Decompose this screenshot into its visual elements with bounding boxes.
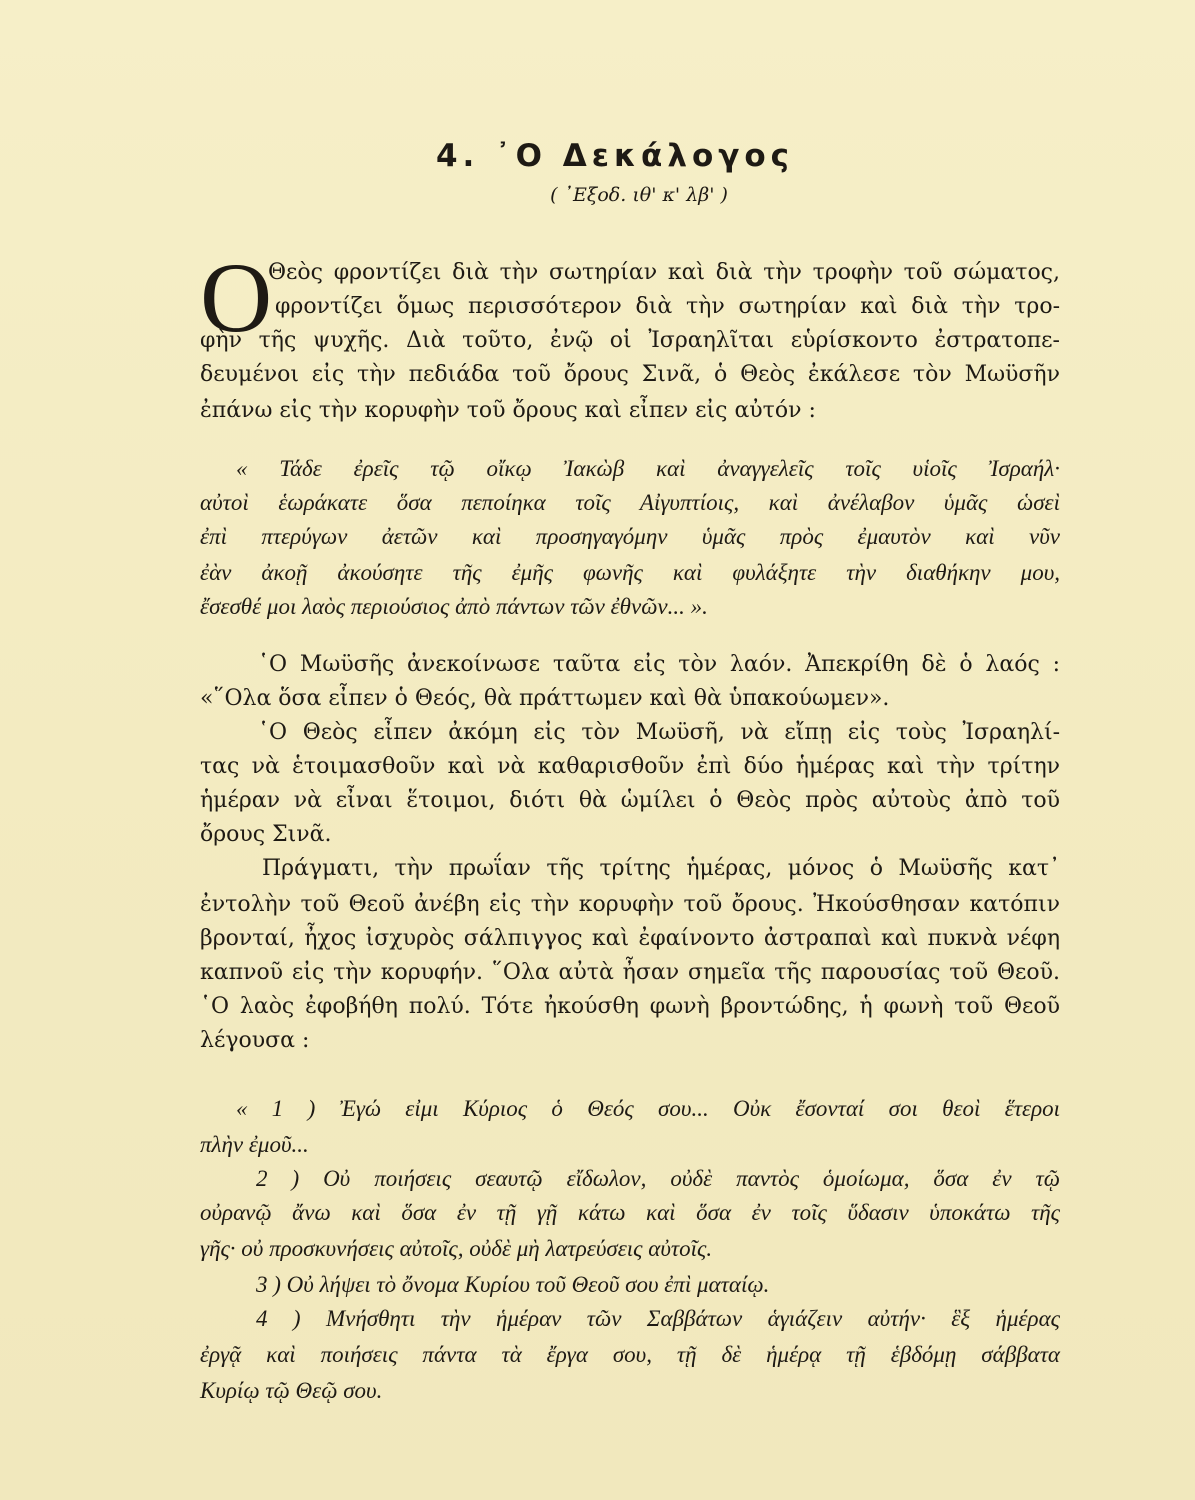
commandment-line: 3 ) Οὐ λήψει τὸ ὄνομα Κυρίου τοῦ Θεοῦ σου ἐπὶ ματαίῳ. [256, 1272, 770, 1297]
text-line: τας νὰ ἑτοιμασθοῦν καὶ νὰ καθαρισθοῦν ἐπὶ δύο ἡμέρας καὶ τὴν τρίτην [200, 754, 1060, 779]
text-line: ῾Ο Θεὸς εἶπεν ἀκόμη εἰς τὸν Μωϋσῆ, νὰ εἴπῃ εἰς τοὺς Ἰσραηλί- [258, 720, 1060, 745]
commandment-line: πλὴν ἐμοῦ... [200, 1132, 309, 1157]
text-line: ὄρους Σινᾶ. [200, 822, 332, 847]
commandment-line: « 1 ) Ἐγώ εἰμι Κύριος ὁ Θεός σου... Οὐκ ἔσονταί σοι θεοὶ ἕτεροι [236, 1096, 1060, 1121]
commandment-line: 2 ) Οὐ ποιήσεις σεαυτῷ εἴδωλον, οὐδὲ παντὸς ὁμοίωμα, ὅσα ἐν τῷ [256, 1166, 1060, 1191]
text-line: ἐπάνω εἰς τὴν κορυφὴν τοῦ ὄρους καὶ εἶπεν εἰς αὐτόν : [200, 398, 816, 423]
quote-line: ἐπὶ πτερύγων ἀετῶν καὶ προσηγαγόμην ὑμᾶς πρὸς ἐμαυτὸν καὶ νῦν [200, 524, 1060, 549]
text-line: φροντίζει ὅμως περισσότερον διὰ τὴν σωτηρίαν καὶ διὰ τὴν τρο- [275, 294, 1060, 319]
text-line: φὴν τῆς ψυχῆς. Διὰ τοῦτο, ἐνῷ οἱ Ἰσραηλῖται εὑρίσκοντο ἐστρατοπε- [200, 328, 1060, 353]
drop-cap: Ο [200, 242, 273, 353]
commandment-line: Κυρίῳ τῷ Θεῷ σου. [200, 1378, 383, 1403]
commandment-line: ἐργᾷ καὶ ποιήσεις πάντα τὰ ἔργα σου, τῇ δὲ ἡμέρᾳ τῇ ἑβδόμῃ σάββατα [200, 1342, 1060, 1367]
quote-line: ἔσεσθέ μοι λαὸς περιούσιος ἀπὸ πάντων τῶν ἐθνῶν... ». [200, 594, 708, 619]
commandment-line: γῆς· οὐ προσκυνήσεις αὐτοῖς, οὐδὲ μὴ λατρεύσεις αὐτοῖς. [200, 1236, 713, 1261]
text-line: λέγουσα : [200, 1028, 310, 1053]
text-line: καπνοῦ εἰς τὴν κορυφήν. ῞Ολα αὐτὰ ἦσαν σημεῖα τῆς παρουσίας τοῦ Θεοῦ. [200, 960, 1060, 985]
scripture-reference: ( ᾿Εξοδ. ιθ' κ' λβ' ) [550, 184, 728, 206]
text-line: ῾Ο λαὸς ἐφοβήθη πολύ. Τότε ἠκούσθη φωνὴ βροντώδης, ἡ φωνὴ τοῦ Θεοῦ [200, 994, 1060, 1019]
quote-line: « Τάδε ἐρεῖς τῷ οἴκῳ Ἰακὼβ καὶ ἀναγγελεῖς τοῖς υἱοῖς Ἰσραήλ· [236, 456, 1060, 481]
commandment-line: 4 ) Μνήσθητι τὴν ἡμέραν τῶν Σαββάτων ἁγιάζειν αὐτήν· ἓξ ἡμέρας [256, 1306, 1060, 1331]
commandment-line: οὐρανῷ ἄνω καὶ ὅσα ἐν τῇ γῇ κάτω καὶ ὅσα ἐν τοῖς ὕδασιν ὑποκάτω τῆς [200, 1200, 1060, 1225]
text-line: Θεὸς φροντίζει διὰ τὴν σωτηρίαν καὶ διὰ τὴν τροφὴν τοῦ σώματος, [268, 260, 1060, 285]
text-line: δευμένοι εἰς τὴν πεδιάδα τοῦ ὄρους Σινᾶ, ὁ Θεὸς ἐκάλεσε τὸν Μωϋσῆν [200, 362, 1060, 387]
text-line: βρονταί, ἦχος ἰσχυρὸς σάλπιγγος καὶ ἐφαίνοντο ἀστραπαὶ καὶ πυκνὰ νέφη [200, 926, 1060, 951]
text-line: «῞Ολα ὅσα εἶπεν ὁ Θεός, θὰ πράττωμεν καὶ θὰ ὑπακούωμεν». [200, 686, 890, 711]
text-line: Πράγματι, τὴν πρωΐαν τῆς τρίτης ἡμέρας, μόνος ὁ Μωϋσῆς κατ᾿ [262, 856, 1060, 881]
quote-line: ἐὰν ἀκοῇ ἀκούσητε τῆς ἐμῆς φωνῆς καὶ φυλάξητε τὴν διαθήκην μου, [200, 560, 1060, 585]
chapter-title: 4. ᾿Ο Δεκάλογος [435, 138, 795, 174]
text-line: ῾Ο Μωϋσῆς ἀνεκοίνωσε ταῦτα εἰς τὸν λαόν. Ἀπεκρίθη δὲ ὁ λαός : [258, 652, 1060, 677]
quote-line: αὐτοὶ ἑωράκατε ὅσα πεποίηκα τοῖς Αἰγυπτίοις, καὶ ἀνέλαβον ὑμᾶς ὡσεὶ [200, 490, 1060, 515]
text-line: ἡμέραν νὰ εἶναι ἕτοιμοι, διότι θὰ ὡμίλει ὁ Θεὸς πρὸς αὐτοὺς ἀπὸ τοῦ [200, 788, 1060, 813]
text-line: ἐντολὴν τοῦ Θεοῦ ἀνέβη εἰς τὴν κορυφὴν τοῦ ὄρους. Ἠκούσθησαν κατόπιν [200, 892, 1060, 917]
